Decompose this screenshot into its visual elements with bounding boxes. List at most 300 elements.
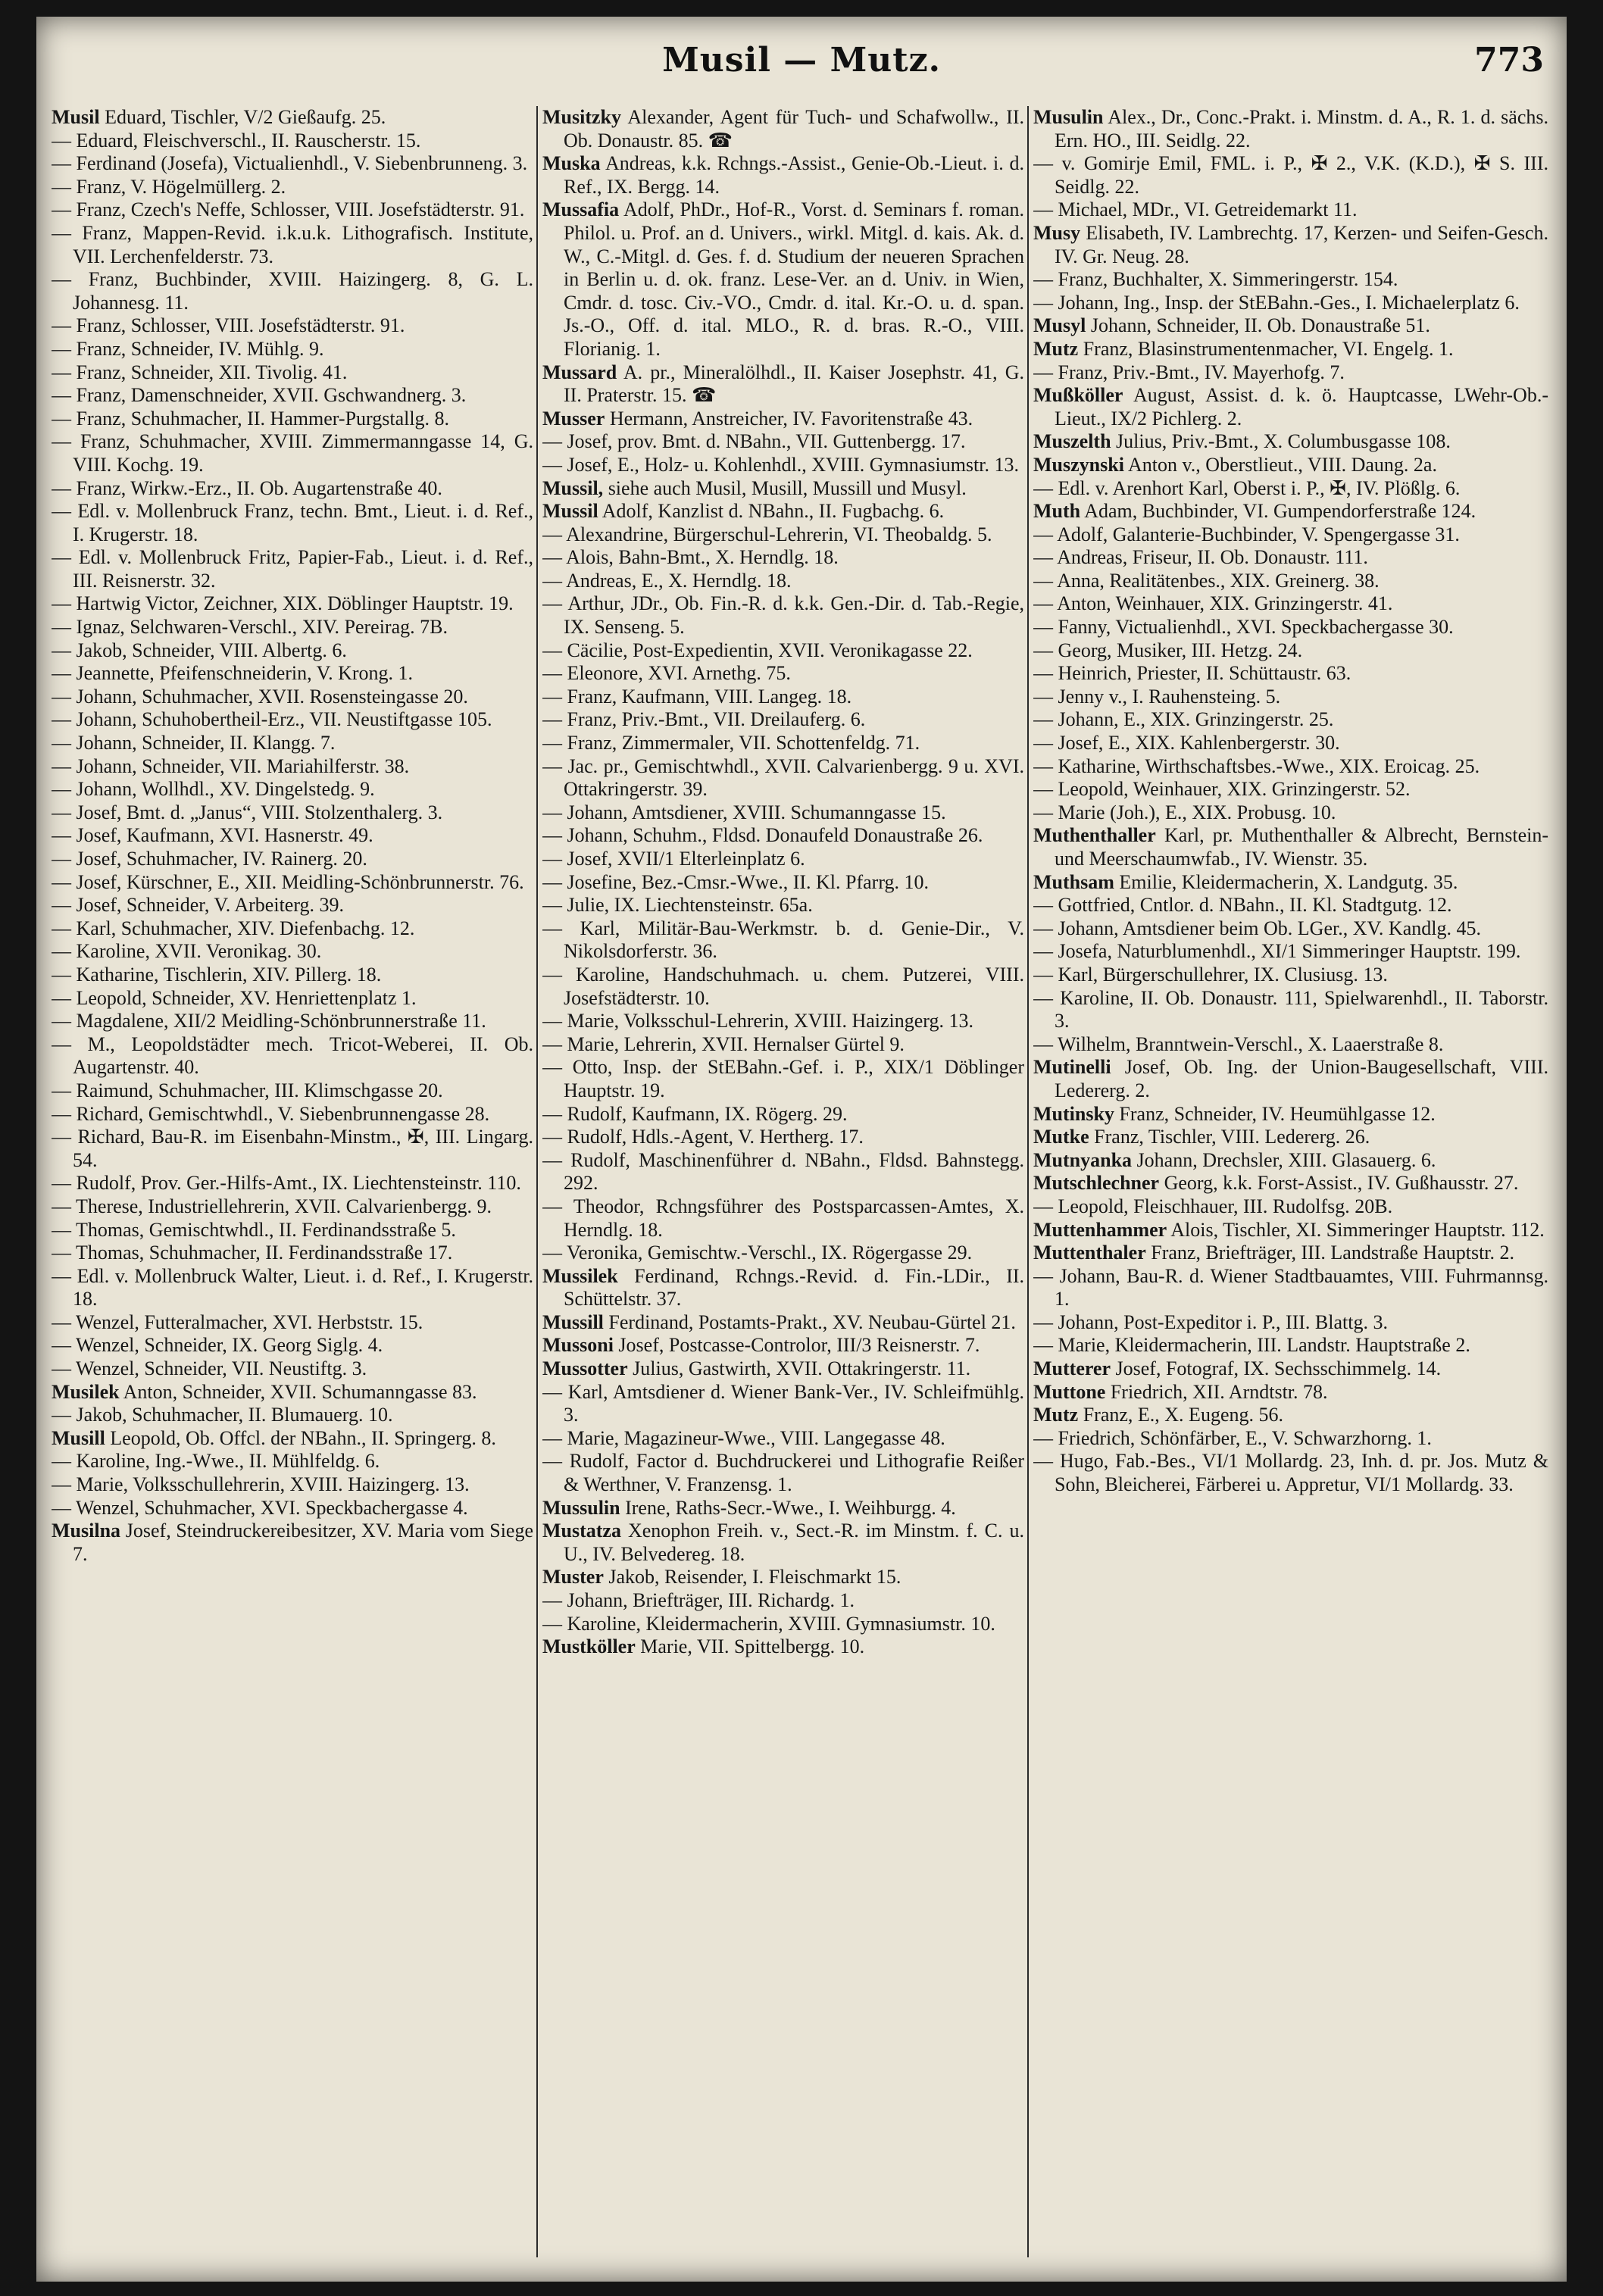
entry-surname: Mustatza (542, 1520, 621, 1542)
directory-entry (52, 987, 533, 1011)
entry-surname: Mußköller (1033, 384, 1123, 407)
entry-text: — Ferdinand (Josefa), Victualienhdl., V. Siebenbrunneng. 3. (52, 152, 528, 175)
entry-text: — Karoline, Handschuhmach. u. chem. Putzerei, VIII. Josefstädterstr. 10. (542, 963, 1024, 1009)
directory-entry (52, 1219, 533, 1242)
entry-text: — Theodor, Rchngsführer des Postsparcassen-Amtes, X. Herndlg. 18. (542, 1195, 1024, 1241)
entry-text: — Ignaz, Selchwaren-Verschl., XIV. Pereirag. 7B. (52, 616, 448, 639)
entry-text: — Edl. v. Mollenbruck Fritz, Papier-Fab., Lieut. i. d. Ref., III. Reisnerstr. 32. (52, 546, 533, 592)
directory-entry (1033, 1195, 1548, 1219)
entry-text: — Fanny, Victualienhdl., XVI. Speckbachergasse 30. (1033, 616, 1454, 639)
page-header (36, 33, 1567, 94)
entry-surname: Muttone (1033, 1380, 1106, 1403)
entry-text: — Wenzel, Schneider, VII. Neustiftg. 3. (52, 1357, 367, 1380)
directory-entry (52, 500, 533, 546)
entry-text: — Johann, Schuhobertheil-Erz., VII. Neustiftgasse 105. (52, 708, 492, 731)
directory-entry (52, 1520, 533, 1566)
entry-surname: Muttenhammer (1033, 1218, 1167, 1241)
entry-text: — Jenny v., I. Rauhensteing. 5. (1033, 685, 1281, 708)
directory-entry (1033, 1219, 1548, 1242)
directory-entry (52, 1497, 533, 1520)
entry-text: — Otto, Insp. der StEBahn.-Gef. i. P., XIX/1 Döblinger Hauptstr. 19. (542, 1056, 1024, 1101)
directory-entry (1033, 732, 1548, 755)
directory-entry (1033, 430, 1548, 454)
entry-text: — Franz, Kaufmann, VIII. Langeg. 18. (542, 685, 852, 708)
entry-surname: Muszelth (1033, 430, 1111, 453)
entry-text: — Josef, Schuhmacher, IV. Rainerg. 20. (52, 848, 367, 870)
directory-entry (1033, 894, 1548, 917)
directory-entry (542, 1195, 1024, 1242)
entry-text: — Marie, Lehrerin, XVII. Hernalser Gürtel 9. (542, 1032, 905, 1055)
directory-entry (542, 801, 1024, 825)
entry-surname: Mussill (542, 1310, 604, 1333)
directory-entry (542, 824, 1024, 848)
entry-text: — Veronika, Gemischtw.-Verschl., IX. Rögergasse 29. (542, 1242, 973, 1264)
directory-entry (1033, 801, 1548, 825)
entry-text: Franz, Blasinstrumentenmacher, VI. Engelg. 1. (1083, 337, 1454, 360)
entry-text: Irene, Raths-Secr.-Wwe., I. Weihburgg. 4. (625, 1496, 956, 1519)
directory-entry (1033, 1265, 1548, 1311)
entry-surname: Mussard (542, 361, 617, 383)
directory-entry (52, 314, 533, 338)
directory-entry (52, 1334, 533, 1357)
directory-entry (52, 106, 533, 130)
entry-text: Josef, Ob. Ing. der Union-Baugesellschaft, VIII. Ledererg. 2. (1055, 1056, 1548, 1101)
entry-surname: Muster (542, 1566, 604, 1588)
entry-text: — Rudolf, Kaufmann, IX. Rögerg. 29. (542, 1102, 848, 1125)
directory-entry (1033, 1126, 1548, 1149)
entry-text: — Andreas, E., X. Herndlg. 18. (542, 569, 792, 592)
directory-entry (542, 1427, 1024, 1451)
entry-surname: Mutnyanka (1033, 1148, 1133, 1171)
directory-entry (52, 1103, 533, 1126)
directory-entry (52, 1079, 533, 1103)
entry-text: — Johann, Amtsdiener beim Ob. LGer., XV. Kandlg. 45. (1033, 917, 1481, 939)
entry-text: Karl, pr. Muthenthaller & Albrecht, Bernstein- und Meerschaumwfab., IV. Wienstr. 35. (1055, 824, 1548, 870)
entry-text: — Karl, Schuhmacher, XIV. Diefenbachg. 12. (52, 917, 415, 939)
entry-text: — Julie, IX. Liechtensteinstr. 65a. (542, 894, 813, 917)
entry-text: — Rudolf, Hdls.-Agent, V. Hertherg. 17. (542, 1126, 864, 1148)
entry-text: Franz, Tischler, VIII. Ledererg. 26. (1094, 1126, 1370, 1148)
directory-entry (52, 1010, 533, 1033)
directory-entry (52, 755, 533, 779)
entry-surname: Mussil (542, 500, 598, 523)
entry-text: — Johann, E., XIX. Grinzingerstr. 25. (1033, 708, 1334, 731)
entry-surname: Muthsam (1033, 870, 1114, 893)
entry-text: — Josefa, Naturblumenhdl., XI/1 Simmeringer Hauptstr. 199. (1033, 940, 1521, 963)
directory-entry (52, 1381, 533, 1404)
directory-entry (542, 523, 1024, 547)
directory-entry (1033, 106, 1548, 152)
entry-text: — Johann, Wollhdl., XV. Dingelstedg. 9. (52, 778, 375, 801)
entry-text: — Edl. v. Mollenbruck Walter, Lieut. i. d. Ref., I. Krugerstr. 18. (52, 1264, 533, 1310)
running-head: Musil — Mutz. (662, 41, 941, 80)
entry-text: — Adolf, Galanterie-Buchbinder, V. Spengergasse 31. (1033, 523, 1460, 545)
entry-text: — Josefine, Bez.-Cmsr.-Wwe., II. Kl. Pfarrg. 10. (542, 870, 930, 893)
directory-entry (52, 268, 533, 314)
directory-entry (1033, 198, 1548, 222)
entry-text: — Alexandrine, Bürgerschul-Lehrerin, VI. Theobaldg. 5. (542, 523, 992, 545)
entry-text: — Franz, Schuhmacher, II. Hammer-Purgstallg. 8. (52, 407, 450, 430)
directory-entry (542, 1357, 1024, 1381)
entry-surname: Muth (1033, 500, 1081, 523)
entry-text: — Johann, Bau-R. d. Wiener Stadtbauamtes, VIII. Fuhrmannsg. 1. (1033, 1264, 1548, 1310)
entry-text: — Rudolf, Factor d. Buchdruckerei und Lithografie Reißer & Werthner, V. Franzensg. 1. (542, 1450, 1024, 1496)
directory-entry (1033, 1334, 1548, 1357)
directory-entry (52, 708, 533, 732)
directory-entry (542, 1613, 1024, 1636)
directory-entry (542, 1589, 1024, 1613)
entry-surname: Musser (542, 407, 605, 430)
entry-text: — Josef, Schneider, V. Arbeiterg. 39. (52, 894, 345, 917)
entry-text: — Franz, Damenschneider, XVII. Gschwandnerg. 3. (52, 384, 467, 407)
entry-text: — Wenzel, Schuhmacher, XVI. Speckbachergasse 4. (52, 1496, 468, 1519)
entry-text: — Anna, Realitätenbes., XIX. Greinerg. 38. (1033, 569, 1380, 592)
entry-text: — Hartwig Victor, Zeichner, XIX. Döblinger Hauptstr. 19. (52, 592, 514, 615)
directory-entry (1033, 1450, 1548, 1496)
entry-text: — Franz, Buchbinder, XVIII. Haizingerg. 8, G. L. Johannesg. 11. (52, 268, 533, 314)
entry-surname: Musilna (52, 1520, 121, 1542)
directory-entry (542, 1056, 1024, 1102)
entry-text: Friedrich, XII. Arndtstr. 78. (1110, 1380, 1328, 1403)
directory-entry (542, 1149, 1024, 1195)
directory-entry (542, 1265, 1024, 1311)
directory-entry (542, 361, 1024, 408)
entry-surname: Muska (542, 152, 601, 175)
directory-entry (52, 778, 533, 801)
directory-entry (52, 408, 533, 431)
directory-entry (52, 222, 533, 268)
directory-entry (542, 1242, 1024, 1265)
entry-text: Julius, Gastwirth, XVII. Ottakringerstr. 11. (633, 1357, 971, 1380)
entry-text: Adolf, Kanzlist d. NBahn., II. Fugbachg. 6. (602, 500, 945, 523)
directory-entry (1033, 1242, 1548, 1265)
directory-entry (52, 384, 533, 408)
directory-entry (52, 152, 533, 176)
directory-entry (1033, 1103, 1548, 1126)
directory-page (36, 17, 1567, 2282)
entry-text: — Franz, Buchhalter, X. Simmeringerstr. 154. (1033, 268, 1398, 291)
entry-surname: Mutinsky (1033, 1102, 1114, 1125)
entry-text: — Josef, E., Holz- u. Kohlenhdl., XVIII. Gymnasiumstr. 13. (542, 453, 1019, 476)
directory-entry (52, 639, 533, 663)
directory-entry (1033, 1311, 1548, 1335)
directory-entry (52, 1473, 533, 1497)
directory-entry (1033, 940, 1548, 964)
entry-text: — Johann, Schneider, II. Klangg. 7. (52, 732, 336, 754)
directory-entry (52, 964, 533, 987)
entry-text: — Arthur, JDr., Ob. Fin.-R. d. k.k. Gen.-Dir. d. Tab.-Regie, IX. Senseng. 5. (542, 592, 1024, 639)
directory-entry (1033, 755, 1548, 779)
directory-entry (1033, 616, 1548, 639)
entry-text: Adam, Buchbinder, VI. Gumpendorferstraße 124. (1084, 500, 1476, 523)
directory-entry (52, 477, 533, 501)
directory-entry (1033, 686, 1548, 709)
directory-entry (52, 1427, 533, 1451)
column-divider (536, 106, 538, 2257)
entry-text: — Josef, Kürschner, E., XII. Meidling-Schönbrunnerstr. 76. (52, 870, 524, 893)
entry-text: — Katharine, Wirthschaftsbes.-Wwe., XIX. Eroicag. 25. (1033, 754, 1480, 777)
directory-entry (52, 1195, 533, 1219)
directory-entry (52, 871, 533, 895)
entry-text: — Franz, Schneider, XII. Tivolig. 41. (52, 361, 348, 383)
directory-entry (542, 732, 1024, 755)
directory-entry (52, 1172, 533, 1195)
entry-text: — Hugo, Fab.-Bes., VI/1 Mollardg. 23, Inh. d. pr. Jos. Mutz & Sohn, Bleicherei, Färberei u. Appretur, VI/1 Mollardg. 33. (1033, 1450, 1548, 1496)
entry-text: — Marie (Joh.), E., XIX. Probusg. 10. (1033, 801, 1336, 823)
directory-entry (542, 106, 1024, 152)
directory-entry (52, 361, 533, 385)
entry-surname: Muthenthaller (1033, 824, 1156, 847)
directory-entry (1033, 523, 1548, 547)
entry-text: — Karoline, II. Ob. Donaustr. 111, Spielwarenhdl., II. Taborstr. 3. (1033, 986, 1548, 1032)
directory-entry (542, 639, 1024, 663)
directory-entry (542, 1566, 1024, 1589)
directory-entry (542, 848, 1024, 871)
directory-entry (52, 430, 533, 476)
entry-text: — Karl, Amtsdiener d. Wiener Bank-Ver., IV. Schleifmühlg. 3. (542, 1380, 1024, 1426)
directory-entry (542, 964, 1024, 1010)
entry-text: — Leopold, Fleischhauer, III. Rudolfsg. 20B. (1033, 1195, 1393, 1217)
entry-text: Franz, Schneider, IV. Heumühlgasse 12. (1119, 1102, 1436, 1125)
entry-text: — Franz, Priv.-Bmt., VII. Dreilauferg. 6. (542, 708, 866, 731)
entry-text: Leopold, Ob. Offcl. der NBahn., II. Springerg. 8. (110, 1426, 496, 1449)
entry-surname: Musulin (1033, 106, 1104, 128)
directory-entry (1033, 546, 1548, 570)
entry-text: Josef, Postcasse-Controlor, III/3 Reisnerstr. 7. (618, 1334, 980, 1357)
directory-entry (1033, 1381, 1548, 1404)
directory-entry (542, 1103, 1024, 1126)
directory-entry (52, 130, 533, 153)
column-3 (1033, 106, 1548, 2273)
entry-text: — Friedrich, Schönfärber, E., V. Schwarzhorng. 1. (1033, 1426, 1432, 1449)
entry-text: — Johann, Schuhm., Fldsd. Donaufeld Donaustraße 26. (542, 824, 983, 847)
entry-text: — Jac. pr., Gemischtwhdl., XVII. Calvarienbergg. 9 u. XVI. Ottakringerstr. 39. (542, 754, 1024, 801)
column-divider (1027, 106, 1029, 2257)
entry-text: — Franz, Schneider, IV. Mühlg. 9. (52, 337, 324, 360)
directory-entry (52, 592, 533, 616)
entry-text: Hermann, Anstreicher, IV. Favoritenstraße 43. (609, 407, 973, 430)
directory-entry (52, 732, 533, 755)
directory-entry (542, 708, 1024, 732)
entry-surname: Mustköller (542, 1635, 636, 1658)
directory-entry (52, 1450, 533, 1473)
entry-surname: Mussilek (542, 1264, 618, 1287)
directory-entry (1033, 361, 1548, 385)
entry-text: August, Assist. d. k. ö. Hauptcasse, LWehr-Ob.-Lieut., IX/2 Pichlerg. 2. (1055, 384, 1548, 430)
entry-text: — Magdalene, XII/2 Meidling-Schönbrunnerstraße 11. (52, 1010, 486, 1032)
entry-text: — Thomas, Schuhmacher, II. Ferdinandsstraße 17. (52, 1242, 453, 1264)
directory-entry (542, 500, 1024, 523)
directory-entry (542, 198, 1024, 361)
directory-entry (1033, 662, 1548, 686)
directory-entry (542, 1635, 1024, 1659)
directory-entry (52, 546, 533, 592)
directory-entry (1033, 917, 1548, 941)
entry-surname: Mutz (1033, 337, 1079, 360)
directory-entry (1033, 477, 1548, 501)
directory-entry (52, 894, 533, 917)
directory-entry (1033, 268, 1548, 292)
entry-text: — v. Gomirje Emil, FML. i. P., ✠ 2., V.K. (K.D.), ✠ S. III. Seidlg. 22. (1033, 152, 1548, 198)
entry-text: — M., Leopoldstädter mech. Tricot-Weberei, II. Ob. Augartenstr. 40. (52, 1032, 533, 1079)
directory-entry (1033, 987, 1548, 1033)
directory-entry (542, 1010, 1024, 1033)
entry-text: Marie, VII. Spittelbergg. 10. (640, 1635, 865, 1658)
directory-entry (52, 176, 533, 199)
directory-entry (1033, 824, 1548, 870)
column-2 (542, 106, 1024, 2273)
directory-entry (52, 824, 533, 848)
directory-entry (1033, 314, 1548, 338)
directory-entry (1033, 1404, 1548, 1427)
entry-surname: Mutschlechner (1033, 1172, 1160, 1195)
directory-entry (1033, 1056, 1548, 1102)
entry-text: — Josef, Kaufmann, XVI. Hasnerstr. 49. (52, 824, 373, 847)
directory-entry (1033, 871, 1548, 895)
entry-text: Julius, Priv.-Bmt., X. Columbusgasse 108. (1116, 430, 1451, 453)
entry-text: — Franz, Zimmermaler, VII. Schottenfeldg. 71. (542, 732, 920, 754)
entry-text: — Rudolf, Maschinenführer d. NBahn., Fldsd. Bahnstegg. 292. (542, 1148, 1024, 1195)
entry-text: — Josef, Bmt. d. „Janus“, VIII. Stolzenthalerg. 3. (52, 801, 443, 823)
directory-entry (542, 477, 1024, 501)
directory-entry (542, 1334, 1024, 1357)
entry-text: — Georg, Musiker, III. Hetzg. 24. (1033, 639, 1303, 661)
directory-entry (542, 1497, 1024, 1520)
entry-text: — Eleonore, XVI. Arnethg. 75. (542, 662, 791, 685)
entry-surname: Muttenthaler (1033, 1242, 1146, 1264)
entry-text: — Johann, Ing., Insp. der StEBahn.-Ges., I. Michaelerplatz 6. (1033, 291, 1520, 314)
directory-entry (542, 408, 1024, 431)
directory-entry (52, 686, 533, 709)
entry-text: Ferdinand, Postamts-Prakt., XV. Neubau-Gürtel 21. (608, 1310, 1016, 1333)
directory-entry (1033, 292, 1548, 315)
directory-entry (52, 1404, 533, 1427)
entry-text: — Leopold, Weinhauer, XIX. Grinzingerstr. 52. (1033, 778, 1411, 801)
directory-entry (542, 871, 1024, 895)
directory-entry (542, 894, 1024, 917)
directory-entry (52, 848, 533, 871)
entry-text: Anton, Schneider, XVII. Schumanngasse 83. (123, 1380, 477, 1403)
directory-entry (52, 1357, 533, 1381)
entry-text: — Wenzel, Schneider, IX. Georg Siglg. 4. (52, 1334, 383, 1357)
entry-text: Ferdinand, Rchngs.-Revid. d. Fin.-LDir., II. Schüttelstr. 37. (564, 1264, 1024, 1310)
entry-text: — Josef, prov. Bmt. d. NBahn., VII. Guttenbergg. 17. (542, 430, 966, 453)
entry-text: — Karl, Militär-Bau-Werkmstr. b. d. Genie-Dir., V. Nikolsdorferstr. 36. (542, 917, 1024, 963)
directory-entry (1033, 152, 1548, 198)
entry-surname: Mussotter (542, 1357, 628, 1380)
directory-entry (52, 662, 533, 686)
entry-text: Adolf, PhDr., Hof-R., Vorst. d. Seminars f. roman. Philol. u. Prof. an d. Univers., wirkl. Mitgl. d. kais. Ak. d. W., C.-Mitgl. d. Ges. f. d. Studium der neueren Sprachen in Berlin u. d. ok. franz. Lese-Ver. an d. Univ. in Wien, Cmdr. d. tosc. Civ.-VO., Cmdr. d. ital. Kr.-O. u. d. span. Js.-O., Off. d. ital. MLO., R. d. bras. R.-O., VIII. Florianig. 1. (564, 198, 1024, 360)
entry-surname: Mutinelli (1033, 1056, 1111, 1079)
directory-entry (542, 546, 1024, 570)
directory-entry (542, 1450, 1024, 1496)
directory-entry (542, 430, 1024, 454)
directory-entry (542, 1520, 1024, 1566)
entry-text: — Franz, Czech's Neffe, Schlosser, VIII. Josefstädterstr. 91. (52, 198, 525, 221)
directory-entry (52, 1033, 533, 1079)
entry-text: Elisabeth, IV. Lambrechtg. 17, Kerzen- und Seifen-Gesch. IV. Gr. Neug. 28. (1055, 221, 1548, 267)
directory-entry (52, 1126, 533, 1172)
directory-entry (52, 801, 533, 825)
entry-text: — Johann, Briefträger, III. Richardg. 1. (542, 1589, 855, 1611)
entry-text: — Franz, Schuhmacher, XVIII. Zimmermanngasse 14, G. VIII. Kochg. 19. (52, 430, 533, 476)
page-number: 773 (1474, 41, 1544, 80)
directory-entry (1033, 454, 1548, 477)
directory-entry (542, 1126, 1024, 1149)
directory-entry (1033, 338, 1548, 361)
directory-entry (1033, 222, 1548, 268)
entry-text: — Richard, Gemischtwhdl., V. Siebenbrunnengasse 28. (52, 1102, 490, 1125)
entry-text: — Wenzel, Futteralmacher, XVI. Herbststr. 15. (52, 1310, 423, 1333)
entry-text: — Alois, Bahn-Bmt., X. Herndlg. 18. (542, 546, 839, 569)
directory-entry (52, 917, 533, 941)
directory-entry (1033, 384, 1548, 430)
entry-text: — Andreas, Friseur, II. Ob. Donaustr. 111. (1033, 546, 1368, 569)
entry-text: — Marie, Volksschullehrerin, XVIII. Haizingerg. 13. (52, 1473, 470, 1496)
entry-text: — Gottfried, Cntlor. d. NBahn., II. Kl. Stadtgutg. 12. (1033, 894, 1452, 917)
directory-entry (1033, 1172, 1548, 1195)
entry-surname: Musill (52, 1426, 105, 1449)
entry-text: — Johann, Amtsdiener, XVIII. Schumanngasse 15. (542, 801, 946, 823)
entry-text: — Marie, Magazineur-Wwe., VIII. Langegasse 48. (542, 1426, 945, 1449)
entry-text: — Marie, Kleidermacherin, III. Landstr. Hauptstraße 2. (1033, 1334, 1470, 1357)
directory-entry (1033, 500, 1548, 523)
entry-text: Emilie, Kleidermacherin, X. Landgutg. 35. (1119, 870, 1458, 893)
entry-text: — Cäcilie, Post-Expedientin, XVII. Veronikagasse 22. (542, 639, 973, 661)
directory-entry (52, 616, 533, 639)
directory-entry (1033, 1427, 1548, 1451)
entry-text: Georg, k.k. Forst-Assist., IV. Gußhausstr. 27. (1164, 1172, 1519, 1195)
entry-text: — Franz, Mappen-Revid. i.k.u.k. Lithografisch. Institute, VII. Lerchenfelderstr. 73. (52, 221, 533, 267)
entry-surname: Musy (1033, 221, 1081, 244)
entry-text: — Jeannette, Pfeifenschneiderin, V. Krong. 1. (52, 662, 414, 685)
directory-entry (542, 570, 1024, 593)
entry-surname: Mussoni (542, 1334, 614, 1357)
entry-surname: Musyl (1033, 314, 1086, 337)
entry-text: Josef, Fotograf, IX. Sechsschimmelg. 14. (1115, 1357, 1442, 1380)
directory-entry (52, 1265, 533, 1311)
entry-text: — Franz, Priv.-Bmt., IV. Mayerhofg. 7. (1033, 361, 1345, 383)
entry-text: — Franz, Schlosser, VIII. Josefstädterstr. 91. (52, 314, 405, 337)
entry-text: Xenophon Freih. v., Sect.-R. im Minstm. f. C. u. U., IV. Belvedereg. 18. (564, 1520, 1024, 1565)
entry-text: — Michael, MDr., VI. Getreidemarkt 11. (1033, 198, 1358, 221)
directory-entry (542, 1311, 1024, 1335)
entry-text: Franz, E., X. Eugeng. 56. (1083, 1404, 1283, 1426)
entry-text: — Karoline, Ing.-Wwe., II. Mühlfeldg. 6. (52, 1450, 380, 1473)
entry-text: — Franz, Wirkw.-Erz., II. Ob. Augartenstraße 40. (52, 476, 442, 499)
directory-entry (1033, 778, 1548, 801)
entry-text: — Josef, E., XIX. Kahlenbergerstr. 30. (1033, 732, 1340, 754)
entry-text: Franz, Briefträger, III. Landstraße Hauptstr. 2. (1151, 1242, 1515, 1264)
directory-entry (542, 1381, 1024, 1427)
directory-entry (542, 755, 1024, 801)
directory-entry (542, 152, 1024, 198)
directory-entry (542, 592, 1024, 639)
directory-entry (1033, 1149, 1548, 1173)
directory-entry (52, 1242, 533, 1265)
directory-entry (1033, 964, 1548, 987)
entry-text: Alois, Tischler, XI. Simmeringer Hauptstr. 112. (1170, 1218, 1545, 1241)
entry-text: — Raimund, Schuhmacher, III. Klimschgasse 20. (52, 1079, 443, 1101)
entry-text: — Josef, XVII/1 Elterleinplatz 6. (542, 848, 805, 870)
directory-entry (52, 1311, 533, 1335)
entry-text: — Marie, Volksschul-Lehrerin, XVIII. Haizingerg. 13. (542, 1010, 973, 1032)
entry-text: — Jakob, Schneider, VIII. Albertg. 6. (52, 639, 347, 661)
entry-text: A. pr., Mineralölhdl., II. Kaiser Josephstr. 41, G. II. Praterstr. 15. ☎ (564, 361, 1024, 407)
directory-entry (1033, 592, 1548, 616)
entry-text: siehe auch Musil, Musill, Mussill und Musyl. (608, 476, 967, 499)
directory-entry (542, 662, 1024, 686)
